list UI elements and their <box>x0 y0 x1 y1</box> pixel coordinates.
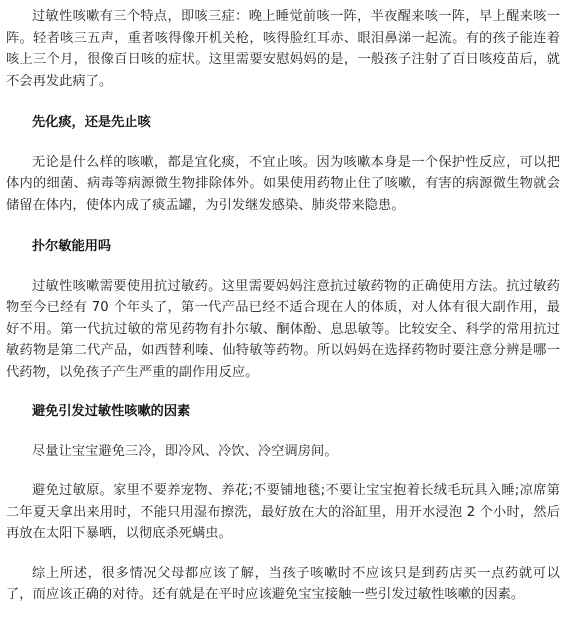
spacer <box>6 92 560 112</box>
spacer <box>6 423 560 441</box>
spacer <box>6 258 560 276</box>
spacer <box>6 383 560 401</box>
section-para-avoid-cold: 尽量让宝宝避免三冷，即冷风、冷饮、冷空调房间。 <box>32 443 338 459</box>
intro-paragraph: 过敏性咳嗽有三个特点，即咳三症：晚上睡觉前咳一阵，半夜醒来咳一阵，早上醒来咳一阵。轻者咳三五声，重者咳得像开机关枪，咳得脸红耳赤、眼泪鼻涕一起流。有的孩子能连着咳上三个月，很像百日咳的症状。这里需要安慰妈妈的是，一般孩子注射了百日咳疫苗后，就不会再发此病了。 <box>6 9 560 89</box>
section-para-avoid-allergens: 避免过敏原。家里不要养宠物、养花;不要铺地毯;不要让宝宝抱着长绒毛玩具入睡;凉席第二年夏天拿出来用时，不能只用湿布擦洗，最好放在大的浴缸里，用开水浸泡 2 个小时，然后再放在太阳下暴晒，以彻底杀死螨虫。 <box>6 483 560 541</box>
spacer <box>6 545 560 563</box>
section-body-phlegm-or-cough: 无论是什么样的咳嗽，都是宜化痰，不宜止咳。因为咳嗽本身是一个保护性反应，可以把体内的细菌、病毒等病源微生物排除体外。如果使用药物止住了咳嗽，有害的病源微生物就会储留在体内，使体内成了痰盂罐，为引发继发感染、肺炎带来隐患。 <box>6 154 560 213</box>
section-heading-chlorphenamine: 扑尔敏能用吗 <box>32 239 112 254</box>
spacer <box>6 134 560 152</box>
section-heading-phlegm-or-cough: 先化痰，还是先止咳 <box>32 115 151 130</box>
spacer <box>6 216 560 236</box>
section-heading-avoid-triggers: 避免引发过敏性咳嗽的因素 <box>32 404 191 419</box>
section-body-chlorphenamine: 过敏性咳嗽需要使用抗过敏药。这里需要妈妈注意抗过敏药物的正确使用方法。抗过敏药物至今已经有 70 个年头了，第一代产品已经不适合现在人的体质，对人体有很大副作用，最好不用。第一代抗过敏的常见药物有扑尔敏、酮体酚、息思敏等。比较安全、科学的常用抗过敏药物是第二代产品，如西替利嗪、仙特敏等药物。所以妈妈在选择药物时要注意分辨是哪一代药物，以免孩子产生严重的副作用反应。 <box>6 278 560 380</box>
conclusion-paragraph: 综上所述，很多情况父母都应该了解，当孩子咳嗽时不应该只是到药店买一点药就可以了，而应该正确的对待。还有就是在平时应该避免宝宝接触一些引发过敏性咳嗽的因素。 <box>6 565 560 602</box>
spacer <box>6 462 560 480</box>
